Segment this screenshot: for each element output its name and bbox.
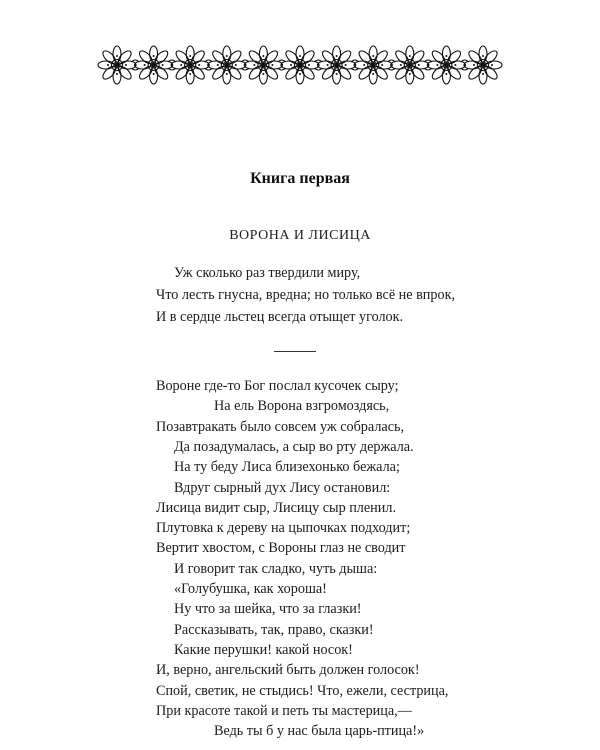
rosette-icon — [208, 46, 246, 84]
poem-line: На ту беду Лиса близехонько бежала; — [174, 459, 400, 476]
rosette-icon — [281, 46, 319, 84]
section-divider — [274, 351, 316, 352]
poem-line: Вдруг сырный дух Лису остановил: — [174, 479, 391, 496]
poem-line: На ель Ворона взгромоздясь, — [214, 398, 390, 415]
rosette-icon — [244, 46, 282, 84]
floral-ornament-band — [0, 40, 600, 90]
poem-line: Какие перушки! какой носок! — [174, 641, 353, 658]
poem-line: Лисица видит сыр, Лисицу сыр пленил. — [156, 499, 396, 516]
poem-title: ВОРОНА И ЛИСИЦА — [229, 228, 371, 243]
poem-line: «Голубушка, как хороша! — [174, 581, 327, 597]
rosette-icon — [391, 46, 429, 84]
poem-line: Вороне где-то Бог послал кусочек сыру; — [156, 378, 399, 394]
poem-line: И говорит так сладко, чуть дыша: — [174, 560, 378, 577]
poem-line: Плутовка к дереву на цыпочках подходит; — [156, 520, 411, 537]
moral-line: Что лесть гнусна, вредна; но только всё не впрок, — [156, 287, 456, 303]
poem-line: Ведь ты б у нас была царь-птица!» — [214, 723, 425, 740]
rosette-icon — [427, 46, 465, 84]
rosette-icon — [171, 46, 209, 84]
rosette-icon — [464, 46, 502, 84]
rosette-icon — [98, 46, 136, 84]
poem-line: Вертит хвостом, с Вороны глаз не сводит — [156, 540, 406, 557]
moral-line: И в сердце льстец всегда отыщет уголок. — [156, 309, 404, 325]
moral-line: Уж сколько раз твердили миру, — [174, 265, 361, 281]
poem-line: Ну что за шейка, что за глазки! — [174, 601, 362, 618]
rosette-icon — [135, 46, 173, 84]
poem-line: Спой, светик, не стыдись! Что, ежели, сестрица, — [156, 682, 449, 699]
book-title: Книга первая — [250, 170, 350, 187]
poem-line: Рассказывать, так, право, сказки! — [174, 621, 374, 638]
poem-line: И, верно, ангельский быть должен голосок! — [156, 662, 420, 679]
rosette-icon — [318, 46, 356, 84]
poem-line: При красоте такой и петь ты мастерица,— — [156, 702, 412, 719]
poem-line: Да позадумалась, а сыр во рту держала. — [174, 438, 414, 455]
rosette-icon — [354, 46, 392, 84]
poem-line: Позавтракать было совсем уж собралась, — [156, 418, 405, 435]
